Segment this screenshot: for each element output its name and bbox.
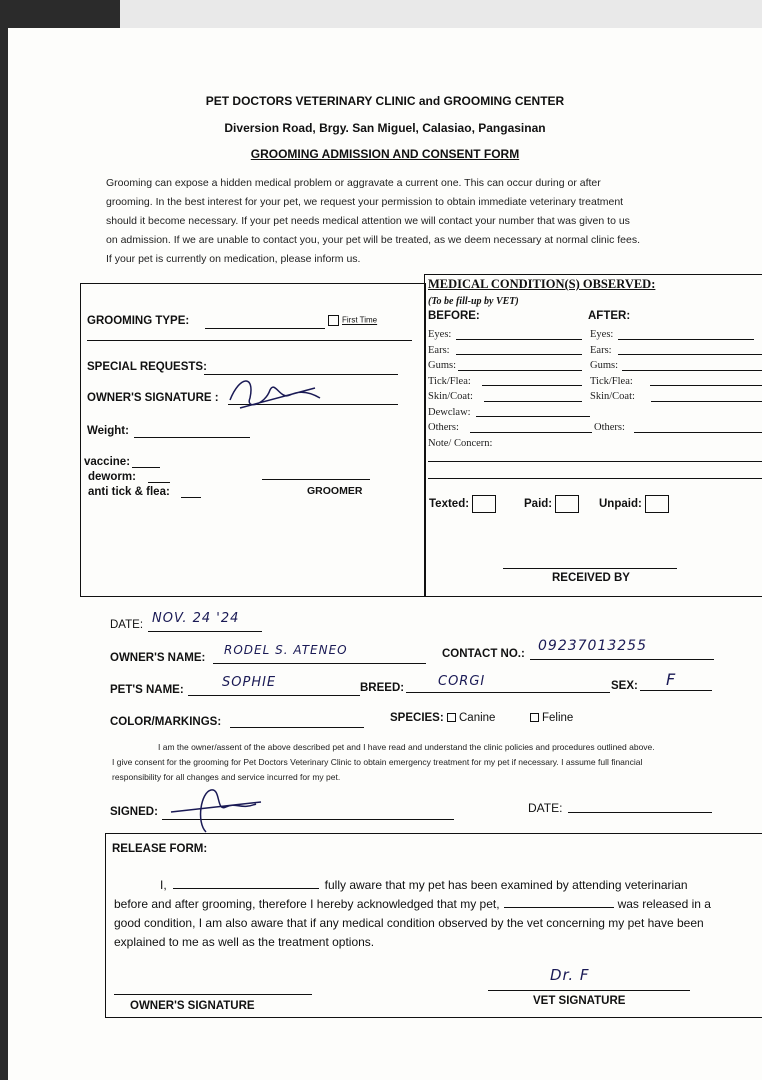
- owner-release-signature-field[interactable]: [114, 994, 312, 995]
- sex-label: SEX:: [611, 680, 638, 692]
- medical-title: MEDICAL CONDITION(S) OBSERVED:: [428, 277, 656, 291]
- weight-field[interactable]: [134, 437, 250, 438]
- contact-label: CONTACT NO.:: [442, 648, 525, 660]
- deworm-label: deworm:: [88, 471, 136, 483]
- date-label: DATE:: [110, 619, 144, 631]
- medical-note: (To be fill-up by VET): [428, 296, 519, 307]
- owner-signature-scribble: [220, 370, 330, 415]
- unpaid-option[interactable]: Unpaid:: [599, 495, 669, 513]
- clinic-name: PET DOCTORS VETERINARY CLINIC and GROOMING CENTER: [205, 94, 565, 108]
- weight-label: Weight:: [87, 425, 129, 437]
- form-title: GROOMING ADMISSION AND CONSENT FORM: [250, 147, 520, 161]
- anti-tick-label: anti tick & flea:: [88, 486, 170, 498]
- consent-text: I am the owner/assent of the above described pet and I have read and understand the clinic policies and procedures outlined above. I give consent for the grooming for Pet Doctors Veterinary Clinic to obtain emergency treatment for my pet if necessary. I assume full financial responsibility for all changes and service incurred for my pet.: [112, 742, 655, 782]
- vaccine-label: vaccine:: [84, 456, 131, 468]
- clinic-address: Diversion Road, Brgy. San Miguel, Calasiao, Pangasinan: [224, 121, 546, 135]
- owner-release-signature-label: OWNER'S SIGNATURE: [130, 1000, 255, 1012]
- grooming-type-label: GROOMING TYPE:: [87, 315, 190, 327]
- received-by-label: RECEIVED BY: [552, 572, 630, 584]
- signed-scribble: [166, 782, 276, 837]
- vet-signature-value: Dr. F: [550, 966, 590, 984]
- signed-date-field[interactable]: [568, 812, 712, 813]
- species-canine-option[interactable]: Canine: [447, 712, 495, 724]
- species-feline-option[interactable]: Feline: [530, 712, 573, 724]
- groomer-label: GROOMER: [307, 485, 363, 497]
- pet-name-value[interactable]: SOPHIE: [222, 675, 277, 690]
- owner-name-label: OWNER'S NAME:: [110, 652, 206, 664]
- color-markings-label: COLOR/MARKINGS:: [110, 716, 222, 728]
- scan-edge: [120, 0, 762, 31]
- special-requests-label: SPECIAL REQUESTS:: [87, 361, 207, 373]
- vet-signature-field[interactable]: [488, 990, 690, 991]
- signed-label: SIGNED:: [110, 806, 158, 818]
- sex-value[interactable]: F: [666, 670, 677, 689]
- vet-signature-label: VET SIGNATURE: [533, 995, 626, 1007]
- before-label: BEFORE:: [428, 310, 480, 322]
- grooming-box: [80, 283, 426, 597]
- release-paragraph: I, fully aware that my pet has been examined by attending veterinarian before and after grooming, therefore I hereby acknowledged that my pet, was released in a good condition, I am also aware that if any medical condition observed by the vet concerning my pet have been explained to me as well as the treatment options.: [114, 878, 711, 949]
- species-label: SPECIES:: [390, 712, 444, 724]
- breed-label: BREED:: [360, 682, 405, 694]
- groomer-field[interactable]: [262, 479, 370, 480]
- release-title: RELEASE FORM:: [112, 843, 208, 855]
- form-page: [8, 28, 762, 1080]
- after-list: Eyes: Ears: Gums: Tick/Flea: Skin/Coat: Others:: [590, 329, 635, 433]
- owner-signature-label: OWNER'S SIGNATURE :: [87, 392, 219, 404]
- contact-value[interactable]: 09237013255: [538, 638, 647, 654]
- grooming-type-field[interactable]: [205, 328, 325, 329]
- color-markings-field[interactable]: [230, 727, 364, 728]
- owner-name-value[interactable]: RODEL S. ATENEO: [224, 643, 348, 657]
- first-time-option[interactable]: First Time: [328, 315, 377, 326]
- texted-option[interactable]: Texted:: [429, 495, 496, 513]
- intro-paragraph: Grooming can expose a hidden medical problem or aggravate a current one. This can occur during or after grooming. In the best interest for your pet, we request your permission to obtain immediate veterinary treatment should it become necessary. If your pet needs medical attention we will contact your number that was given to us on admission. If we are unable to contact you, your pet will be treated, as we deem necessary at normal clinic fees. If your pet is currently on medication, please inform us.: [106, 177, 641, 265]
- breed-value[interactable]: CORGI: [438, 674, 486, 689]
- before-list: Eyes: Ears: Gums: Tick/Flea: Skin/Coat: Dewclaw: Others: Note/ Concern:: [428, 329, 493, 449]
- paid-option[interactable]: Paid:: [524, 495, 579, 513]
- pet-name-label: PET'S NAME:: [110, 684, 184, 696]
- received-by-field[interactable]: [503, 568, 677, 569]
- after-label: AFTER:: [588, 310, 631, 322]
- signed-date-label: DATE:: [528, 801, 563, 815]
- date-value[interactable]: NOV. 24 '24: [152, 611, 240, 626]
